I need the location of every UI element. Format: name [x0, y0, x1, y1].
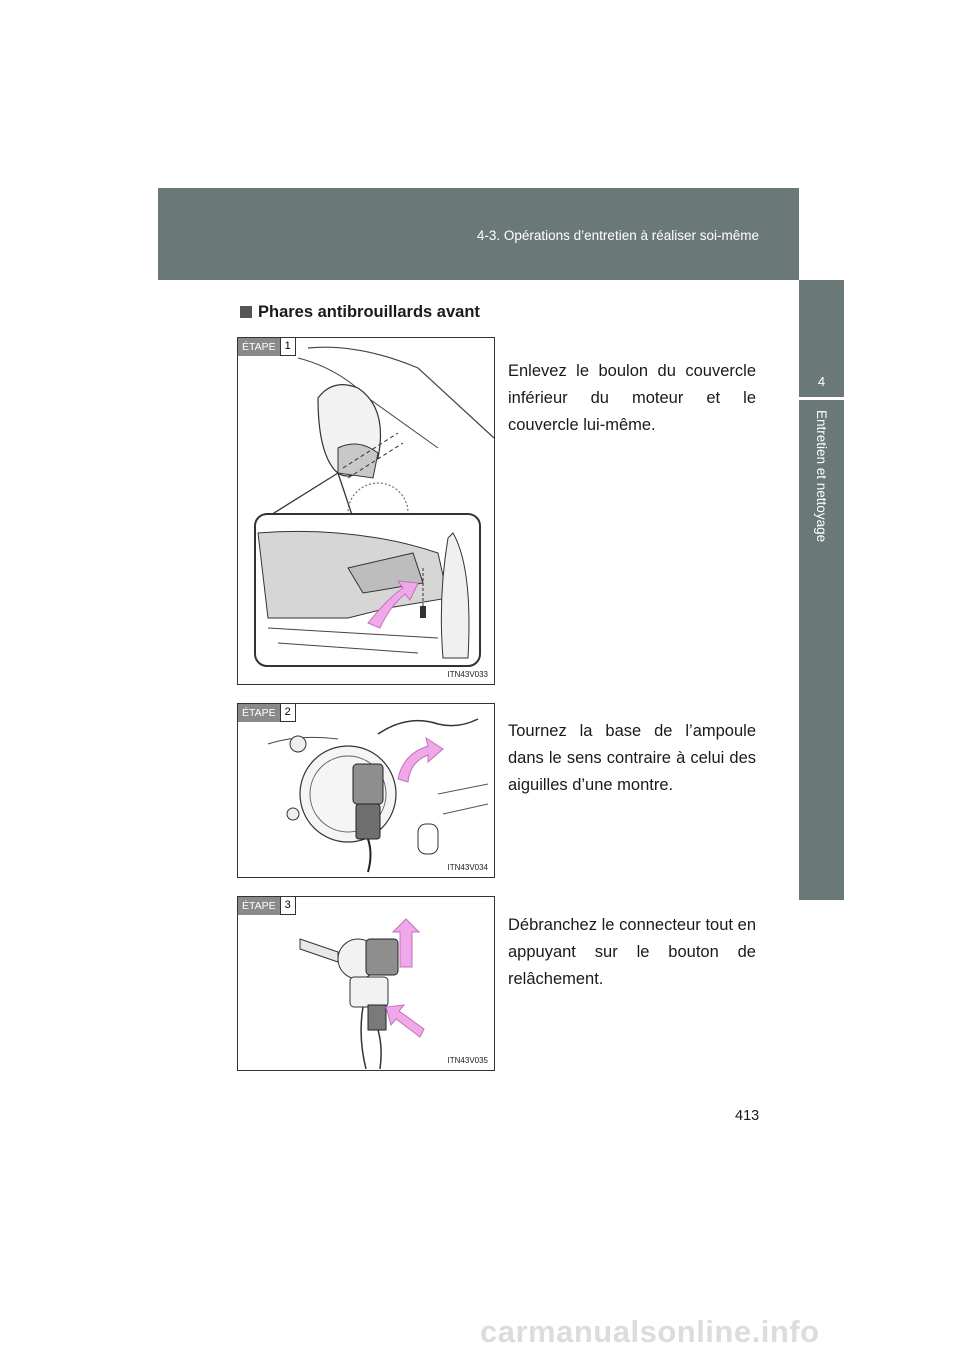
step-badge-3	[238, 897, 296, 915]
step-3-text: Débranchez le connecteur tout en appuyant sur le bouton de relâchement.	[508, 916, 756, 988]
figure-step-1	[237, 337, 495, 685]
step-badge-2	[238, 704, 296, 722]
step-1-text: Enlevez le boulon du couvercle inférieur du moteur et le couvercle lui-même.	[508, 362, 756, 434]
step-label: ÉTAPE	[238, 897, 280, 915]
figure-step-2	[237, 703, 495, 878]
step-number: 3	[280, 897, 296, 915]
figure-code: ITN43V034	[447, 863, 488, 872]
step-label: ÉTAPE	[238, 338, 280, 356]
step-label: ÉTAPE	[238, 704, 280, 722]
step-number: 2	[280, 704, 296, 722]
step-badge-1	[238, 338, 296, 356]
square-bullet-icon	[240, 306, 252, 318]
figure-code: ITN43V033	[447, 670, 488, 679]
step-number: 1	[280, 338, 296, 356]
engine-cover-illustration	[238, 338, 494, 684]
chapter-number-tab	[799, 280, 844, 397]
fog-lamp-bulb-illustration	[238, 704, 494, 877]
chapter-header	[158, 188, 799, 280]
figure-code: ITN43V035	[447, 1056, 488, 1065]
connector-illustration	[238, 897, 494, 1070]
chapter-label-tab	[799, 400, 844, 900]
page-number: 413	[735, 1108, 760, 1124]
section-heading	[240, 303, 480, 322]
step-2-text: Tournez la base de l’ampoule dans le sens contraire à celui des aiguilles d’une montre.	[508, 722, 756, 794]
chapter-number: 4	[817, 374, 826, 389]
chapter-title: 4-3. Opérations d’entretien à réaliser soi-même	[476, 228, 759, 243]
section-title: Phares antibrouillards avant	[258, 303, 480, 321]
watermark: carmanualsonline.info	[480, 1314, 820, 1349]
chapter-label: Entretien et nettoyage	[814, 410, 829, 543]
figure-step-3	[237, 896, 495, 1071]
